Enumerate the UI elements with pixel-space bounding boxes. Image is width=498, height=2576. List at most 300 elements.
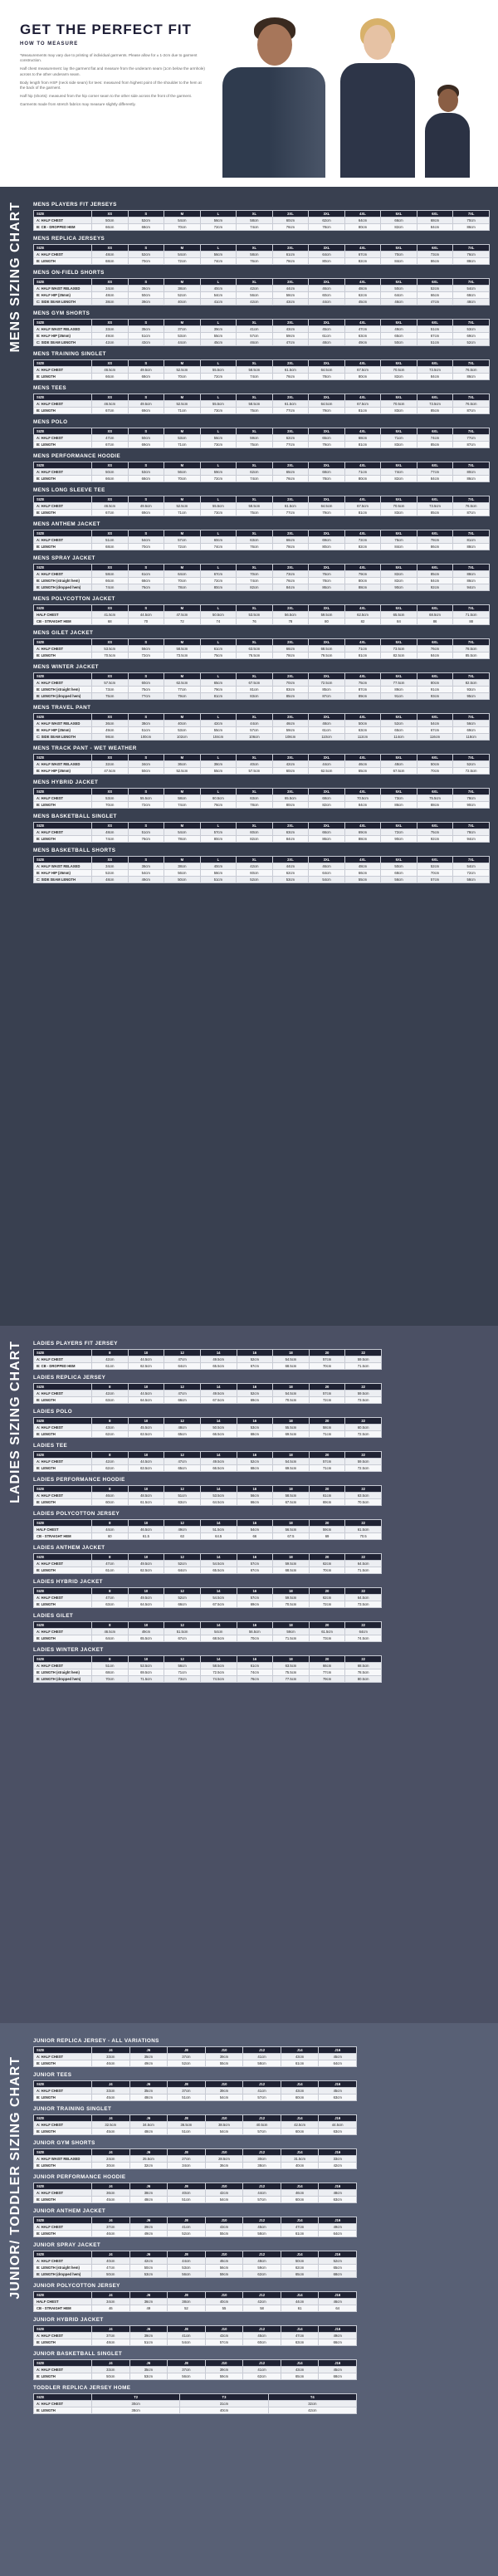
measurement-value: 68cm [453, 292, 490, 299]
measurement-value: 55 [205, 2305, 243, 2312]
size-label: XS [92, 639, 129, 646]
measurement-value: 77.5cm [273, 1676, 310, 1683]
measurement-value: 53cm [92, 795, 129, 802]
size-label: XL [237, 279, 273, 286]
measurement-value: 63cm [344, 333, 381, 340]
measurement-value: 84cm [272, 584, 309, 591]
size-label: L [200, 565, 237, 571]
measurement-row [34, 374, 490, 380]
size-label: S [128, 673, 164, 680]
measurement-value: 53cm [237, 1425, 273, 1431]
row-label: SIZE [34, 1418, 92, 1425]
size-label: 4XL [344, 755, 381, 761]
measurement-value: 51cm [92, 537, 129, 544]
measurement-value: 74cm [237, 374, 273, 380]
measurement-value: 78cm [237, 802, 273, 809]
measurement-value: 76cm [272, 224, 309, 231]
measurement-value: 58cm [453, 877, 490, 883]
size-label: 22 [345, 1588, 382, 1595]
measurement-value: 49.5cm [128, 503, 164, 510]
measurement-value: 56cm [381, 877, 417, 883]
measurement-value: 78cm [272, 544, 309, 550]
size-label: L [200, 496, 237, 503]
measurement-value: 46cm [92, 1493, 129, 1499]
measurement-value: 78cm [453, 829, 490, 836]
measurement-value: 73.5cm [417, 503, 453, 510]
size-label: M [164, 823, 201, 829]
measurement-value: 89cm [381, 687, 417, 693]
measurement-row [34, 1493, 382, 1499]
size-chart-table [33, 2046, 357, 2067]
size-label: J14 [281, 2292, 319, 2299]
measurement-value: 102cm [164, 734, 201, 741]
measurement-value: 74cm [237, 224, 273, 231]
measurement-value: 49cm [92, 333, 129, 340]
size-label: 12 [164, 1418, 201, 1425]
row-label: A: HALF CHEST [34, 1561, 92, 1567]
measurement-value: 46cm [92, 2231, 130, 2237]
row-label: SIZE [34, 496, 92, 503]
measurement-value: 48cm [319, 2190, 357, 2197]
measurement-value: 62cm [281, 2265, 319, 2271]
size-header-row [34, 789, 490, 795]
size-label: L [200, 530, 237, 537]
size-label: 4XL [344, 639, 381, 646]
size-chart-block [33, 1511, 490, 1540]
measurement-value: 67.5cm [344, 503, 381, 510]
size-label: J14 [281, 2081, 319, 2088]
measurement-value: 54cm [200, 1629, 237, 1635]
size-chart-table [33, 2148, 357, 2169]
measurement-value: 48cm [344, 286, 381, 292]
size-chart-block [33, 310, 490, 346]
measurement-value: 87cm [453, 408, 490, 414]
measurement-value: 39cm [205, 2088, 243, 2095]
row-label: A: HALF WAIST RELAXED [34, 286, 92, 292]
size-chart-table [33, 2393, 357, 2414]
size-label: XL [237, 428, 273, 435]
size-label: 5XL [381, 320, 417, 326]
row-label: A: HALF CHEST [34, 2190, 92, 2197]
row-label: B: LENGTH [34, 374, 92, 380]
size-label: M [164, 789, 201, 795]
measurement-value: 56cm [128, 646, 164, 653]
size-header-row [34, 1554, 382, 1561]
measurement-value: 71.5cm [345, 1363, 382, 1370]
measurement-value: 47cm [92, 1595, 129, 1601]
size-label: 6XL [417, 530, 453, 537]
row-label: A: HALF CHEST [34, 2088, 92, 2095]
measurement-value: 55cm [200, 768, 237, 775]
measurement-row [34, 2305, 357, 2312]
measurement-value: 47cm [164, 1391, 201, 1397]
size-label: 4XL [344, 462, 381, 469]
measurement-value: 76cm [200, 802, 237, 809]
measurement-value: 58cm [237, 252, 273, 258]
measurement-value: 66cm [92, 476, 129, 482]
measurement-value: 70.5 [345, 1533, 382, 1540]
measurement-row [34, 333, 490, 340]
size-label: M [164, 320, 201, 326]
row-label: A: HALF CHEST [34, 1391, 92, 1397]
size-label: L [200, 823, 237, 829]
measurement-row [34, 734, 490, 741]
size-label: 4XL [344, 530, 381, 537]
size-label: S [128, 211, 164, 218]
measurement-value: 38cm [164, 286, 201, 292]
size-label: J14 [281, 2360, 319, 2367]
size-chart-title: MENS TRACK PANT - WET WEATHER [33, 745, 137, 751]
size-label: J8 [168, 2217, 206, 2224]
measurement-value: 46 [92, 2305, 130, 2312]
size-label: J12 [243, 2326, 281, 2333]
measurement-value: 82.5cm [381, 653, 417, 659]
measurement-value: 70cm [272, 680, 309, 687]
row-label: SIZE [34, 2360, 92, 2367]
size-label: 4XL [344, 279, 381, 286]
size-chart-block [33, 2208, 490, 2237]
size-label: 3XL [309, 714, 345, 721]
size-label: 10 [128, 1656, 164, 1663]
measurement-row [34, 326, 490, 333]
size-label: 6XL [417, 565, 453, 571]
row-label: SIZE [34, 605, 92, 612]
measurement-value: 83cm [381, 510, 417, 516]
measurement-value: 98cm [92, 734, 129, 741]
measurement-value: 69cm [309, 1499, 345, 1506]
measurement-value: 65cm [164, 1431, 201, 1438]
measurement-row [34, 1567, 382, 1574]
size-header-row [34, 428, 490, 435]
measurement-value: 63cm [344, 727, 381, 734]
size-label: 6XL [417, 211, 453, 218]
size-chart-title: LADIES HYBRID JACKET [33, 1579, 103, 1585]
measurement-value: 35cm [129, 2054, 168, 2060]
size-label: 5XL [381, 639, 417, 646]
measurement-value: 83cm [272, 687, 309, 693]
measurement-value: 64cm [164, 571, 201, 578]
size-label: J4 [92, 2183, 130, 2190]
row-label: B: LENGTH [34, 2163, 92, 2169]
measurement-value: 56.5cm [272, 612, 309, 618]
measurement-row [34, 1663, 382, 1669]
size-header-row [34, 714, 490, 721]
measurement-row [34, 693, 490, 700]
size-chart-title: MENS POLYCOTTON JACKET [33, 596, 115, 602]
measurement-value: 77.5cm [381, 680, 417, 687]
measurement-value: 65.5cm [200, 1567, 237, 1574]
measurement-value: 86cm [453, 578, 490, 584]
measurement-value: 52cm [164, 1595, 201, 1601]
measurement-value: 46.5cm [92, 401, 129, 408]
measurement-value: 80cm [200, 584, 237, 591]
measurement-value: 53cm [272, 877, 309, 883]
measurement-value: 72cm [344, 537, 381, 544]
measurement-value: 63.5cm [237, 646, 273, 653]
measurement-value: 94cm [453, 836, 490, 843]
measurement-value: 87cm [309, 693, 345, 700]
measurement-value: 51cm [128, 829, 164, 836]
measurement-value: 86cm [453, 374, 490, 380]
size-label: J10 [205, 2326, 243, 2333]
measurement-value: 84cm [344, 802, 381, 809]
measurement-value: 64cm [319, 2060, 357, 2067]
measurement-value: 54cm [128, 870, 164, 877]
measurement-row [34, 795, 490, 802]
size-chart-block [33, 270, 490, 306]
measurement-value: 53cm [164, 727, 201, 734]
row-label: SIZE [34, 1520, 92, 1527]
measurement-value: 69.5cm [273, 1431, 310, 1438]
measurement-value: 85cm [417, 442, 453, 448]
measurement-value: 84 [381, 618, 417, 625]
size-header-row [34, 2251, 357, 2258]
measurement-value: 82.5cm [453, 680, 490, 687]
measurement-value: 51.5cm [200, 1527, 237, 1533]
size-label: XL [237, 245, 273, 252]
measurement-value: 44cm [168, 2258, 206, 2265]
row-label: B: HALF HIP (25mm) [34, 333, 92, 340]
measurement-value: 80 [309, 618, 345, 625]
size-chart-block [33, 1409, 490, 1438]
measurement-value: 77cm [453, 435, 490, 442]
size-header-row [34, 496, 490, 503]
measurement-value: 64.5cm [128, 1601, 164, 1608]
size-chart-title: LADIES ANTHEM JACKET [33, 1545, 105, 1551]
measurement-value: 63cm [237, 537, 273, 544]
measurement-value: 69.5cm [128, 1669, 164, 1676]
size-label: 20 [309, 1486, 345, 1493]
size-label: 12 [164, 1384, 201, 1391]
size-chart-title: LADIES TEE [33, 1443, 68, 1449]
size-header-row [34, 279, 490, 286]
measurement-value: 83cm [381, 408, 417, 414]
row-label: SIZE [34, 2081, 92, 2088]
size-chart-title: LADIES REPLICA JERSEY [33, 1375, 106, 1381]
size-label: 14 [200, 1520, 237, 1527]
measurement-value: 80cm [453, 469, 490, 476]
size-header-row [34, 462, 490, 469]
size-label: XS [92, 428, 129, 435]
row-label: A: HALF CHEST [34, 367, 92, 374]
measurement-value: 48cm [309, 721, 345, 727]
measurement-row [34, 1431, 382, 1438]
size-label: 7XL [453, 530, 490, 537]
size-label: S [128, 428, 164, 435]
measurement-value: 80.5cm [345, 1676, 382, 1683]
measurement-value: 61cm [281, 2231, 319, 2237]
measurement-value: 68cm [319, 2271, 357, 2278]
measurement-value: 39cm [129, 2333, 168, 2339]
measurement-value: 81cm [344, 510, 381, 516]
size-label: 4XL [344, 823, 381, 829]
measurement-value: 76.5cm [453, 401, 490, 408]
size-label: 16 [237, 1656, 273, 1663]
measurement-value: 76cm [128, 836, 164, 843]
row-label: SIZE [34, 2326, 92, 2333]
measurement-row [34, 2224, 357, 2231]
measurement-value: 61.5cm [345, 1527, 382, 1533]
size-label: J10 [205, 2149, 243, 2156]
row-label: B: LENGTH [34, 2231, 92, 2237]
measurement-value: 33cm [92, 2088, 130, 2095]
measurement-value: 49cm [164, 1527, 201, 1533]
measurement-value: 57cm [237, 333, 273, 340]
size-label: L [200, 211, 237, 218]
size-label: J4 [92, 2360, 130, 2367]
size-label: S [128, 496, 164, 503]
size-label: J6 [129, 2047, 168, 2054]
size-guide-header [0, 0, 498, 187]
size-label: 4XL [344, 394, 381, 401]
measurement-row [34, 2129, 357, 2135]
measurement-value: 80cm [344, 374, 381, 380]
measurement-value: 42cm [205, 2190, 243, 2197]
measurement-value: 81cm [200, 693, 237, 700]
measurement-value: 52cm [417, 863, 453, 870]
measurement-value: 78cm [309, 578, 345, 584]
size-label: J10 [205, 2081, 243, 2088]
measurement-value: 44cm [309, 299, 345, 306]
size-label: 18 [273, 1520, 310, 1527]
measurement-value: 46cm [344, 761, 381, 768]
size-chart-table [33, 210, 490, 231]
size-label: J6 [129, 2115, 168, 2122]
measurement-value: 89cm [344, 693, 381, 700]
row-label: A: HALF CHEST [34, 1629, 92, 1635]
measurement-value: 42cm [268, 2407, 356, 2414]
size-label: 5XL [381, 857, 417, 863]
size-label: 12 [164, 1656, 201, 1663]
junior-section [0, 2023, 498, 2576]
size-chart-title: MENS PLAYERS FIT JERSEYS [33, 202, 117, 208]
measurement-value: 42cm [243, 2299, 281, 2305]
row-label: B: LENGTH [34, 2373, 92, 2380]
measurement-row [34, 653, 490, 659]
measurement-value: 45cm [92, 2095, 130, 2101]
size-label: J4 [92, 2149, 130, 2156]
measurement-value: 66cm [417, 292, 453, 299]
size-label: M [164, 755, 201, 761]
row-label: SIZE [34, 530, 92, 537]
measurement-value: 32cm [92, 761, 129, 768]
size-label: 5XL [381, 673, 417, 680]
size-label: 14 [200, 1350, 237, 1356]
size-chart-block [33, 1443, 490, 1472]
size-header-row [34, 2326, 357, 2333]
size-label: 8 [92, 1452, 129, 1459]
size-header-row [34, 823, 490, 829]
measurement-value: 72.5cm [309, 680, 345, 687]
size-header-row [34, 530, 490, 537]
size-label: J6 [129, 2251, 168, 2258]
measurement-value: 62.5cm [128, 1567, 164, 1574]
size-label: M [164, 639, 201, 646]
measurement-value: 42.5cm [281, 2122, 319, 2129]
measurement-value: 69cm [453, 333, 490, 340]
measurement-value: 84cm [272, 836, 309, 843]
size-chart-title: MENS PERFORMANCE HOODIE [33, 453, 121, 459]
measurement-value: 55cm [205, 2231, 243, 2237]
measurement-value: 78 [272, 618, 309, 625]
row-label: SIZE [34, 1622, 92, 1629]
measurement-value: 40cm [200, 863, 237, 870]
measurement-value: 36cm [205, 2163, 243, 2169]
row-label: SIZE [34, 755, 92, 761]
measurement-value: 73cm [309, 1635, 345, 1642]
row-label: A: HALF WAIST RELAXED [34, 2156, 92, 2163]
size-chart-block [33, 2317, 490, 2346]
row-label: SIZE [34, 714, 92, 721]
size-chart-title: MENS REPLICA JERSEYS [33, 236, 105, 242]
size-chart-title: JUNIOR SPRAY JACKET [33, 2242, 101, 2248]
size-label: XS [92, 211, 129, 218]
measurement-value: 64cm [381, 292, 417, 299]
measurement-row [34, 258, 490, 265]
measurement-value: 78cm [164, 836, 201, 843]
measurement-value: 82cm [381, 476, 417, 482]
measurement-value: 25.5cm [129, 2156, 168, 2163]
measurement-value: 68.5cm [273, 1363, 310, 1370]
measurement-value: 49.5cm [128, 1561, 164, 1567]
measurement-value: 70cm [381, 252, 417, 258]
measurement-value: 46.5cm [128, 1527, 164, 1533]
size-label: 3XL [309, 360, 345, 367]
size-chart-table [33, 713, 490, 741]
size-chart-title: JUNIOR ANTHEM JACKET [33, 2208, 106, 2214]
measurement-value: 38cm [164, 863, 201, 870]
measurement-value: 75.5cm [417, 795, 453, 802]
size-label: 22 [345, 1486, 382, 1493]
size-label: 4XL [344, 857, 381, 863]
size-label: 7XL [453, 211, 490, 218]
measurement-row [34, 2271, 357, 2278]
measurement-value: 72.5cm [200, 1669, 237, 1676]
size-chart-title: MENS TEES [33, 385, 66, 391]
measurement-value: 78.5cm [453, 646, 490, 653]
measurement-value: 68cm [128, 578, 164, 584]
measurement-value: 43cm [281, 2367, 319, 2373]
measurement-value: 50.5cm [200, 612, 237, 618]
size-label: 2XL [272, 639, 309, 646]
size-label: 6XL [417, 320, 453, 326]
row-label: SIZE [34, 823, 92, 829]
measurement-value: 62cm [309, 1561, 345, 1567]
measurement-value: 86cm [309, 836, 345, 843]
size-chart-table [33, 672, 490, 700]
measurement-value: 51cm [92, 1663, 129, 1669]
row-label: SIZE [34, 1384, 92, 1391]
size-label: 16 [237, 1486, 273, 1493]
size-label: J14 [281, 2115, 319, 2122]
size-label: XS [92, 673, 129, 680]
measurement-value: 65.5cm [381, 612, 417, 618]
measurement-value: 58cm [164, 795, 201, 802]
size-label: 10 [128, 1384, 164, 1391]
size-label: T3 [180, 2394, 268, 2401]
measurement-value: 55.5cm [200, 367, 237, 374]
measurement-value: 46cm [319, 2299, 357, 2305]
measurement-value: 93cm [453, 687, 490, 693]
measurement-row [34, 829, 490, 836]
measurement-value: 41cm [243, 2054, 281, 2060]
measurement-value: 68.5cm [200, 1635, 237, 1642]
measurement-value: 67.5cm [200, 1397, 237, 1404]
measurement-value: 60cm [309, 292, 345, 299]
size-label: S [128, 245, 164, 252]
ladies-chart-label: LADIES SIZING CHART [8, 1341, 22, 1503]
measurement-value: 41cm [243, 2367, 281, 2373]
